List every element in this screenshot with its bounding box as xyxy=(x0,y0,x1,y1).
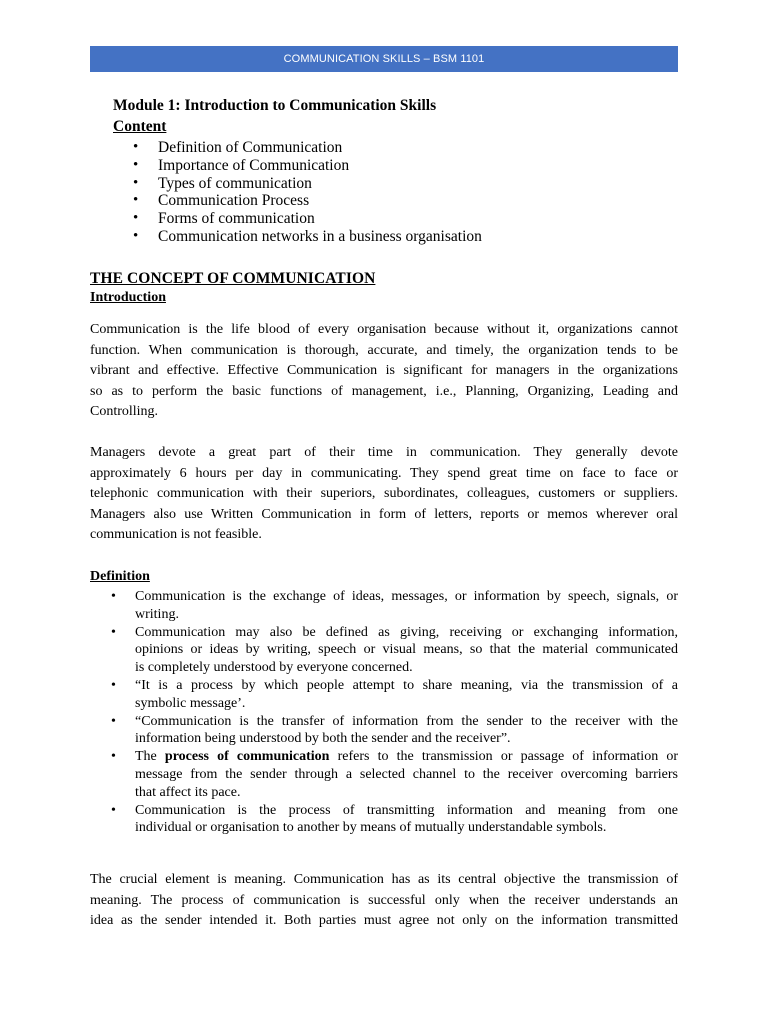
definition-item xyxy=(90,713,678,749)
text-line: information being understood by both the sender and the receiver”. xyxy=(135,731,511,747)
intro-paragraph-1 xyxy=(90,320,678,423)
text-line: writing. xyxy=(135,606,179,622)
text-line: approximately 6 hours per day in communicating. They spend great time on face to face or xyxy=(90,465,678,481)
content-item: • Communication Process xyxy=(113,192,482,210)
text-line: • Communication is the exchange of ideas, messages, or information by speech, signals, or xyxy=(135,589,678,604)
introduction-heading: Introduction xyxy=(90,290,166,305)
text-line: individual or organisation to another by means of mutually understandable symbols. xyxy=(135,820,607,836)
definition-heading: Definition xyxy=(90,569,150,584)
text-line: opinions or ideas by writing, speech or visual means, so that the material communicated xyxy=(135,642,678,658)
page-header-bar xyxy=(90,46,678,72)
content-item: • Importance of Communication xyxy=(113,157,482,175)
definition-item xyxy=(90,748,678,801)
definition-item xyxy=(90,588,678,624)
header-title: COMMUNICATION SKILLS – BSM 1101 xyxy=(283,53,485,65)
text-line: Communication is the life blood of every organisation because without it, organizations cannot xyxy=(90,322,678,337)
content-item: • Forms of communication xyxy=(113,210,482,228)
text-line: is completely understood by everyone concerned. xyxy=(135,660,413,676)
text-line: meaning. The process of communication is successful only when the receiver understands an xyxy=(90,892,678,908)
text-fragment: The xyxy=(135,749,165,765)
content-item: • Types of communication xyxy=(113,175,482,193)
text-line: • Communication is the process of transmitting information and meaning from one xyxy=(135,802,678,818)
text-fragment: refers to the transmission or passage of information or xyxy=(329,749,678,765)
text-line: • “Communication is the transfer of information from the sender to the receiver with the xyxy=(135,713,678,729)
text-line: The crucial element is meaning. Communication has as its central objective the transmission of xyxy=(90,872,678,887)
definition-list xyxy=(90,588,678,837)
definition-item xyxy=(90,624,678,677)
definition-item xyxy=(90,802,678,838)
text-line: function. When communication is thorough, accurate, and timely, the organization tends to be xyxy=(90,342,678,358)
content-item: • Communication networks in a business organisation xyxy=(113,228,482,246)
content-item: • Definition of Communication xyxy=(113,139,482,157)
text-line: so as to perform the basic functions of management, i.e., Planning, Organizing, Leading and xyxy=(90,383,678,399)
text-line: symbolic message’. xyxy=(135,695,246,711)
module-title: Module 1: Introduction to Communication Skills xyxy=(113,97,437,114)
closing-paragraph xyxy=(90,870,678,932)
text-line: Managers also use Written Communication in form of letters, reports or memos wherever oral xyxy=(90,506,678,522)
text-line xyxy=(135,748,678,766)
definition-item xyxy=(90,677,678,713)
text-line: message from the sender through a selected channel to the receiver overcoming barriers xyxy=(135,766,678,782)
text-line: communication is not feasible. xyxy=(90,527,262,543)
content-list xyxy=(113,139,482,246)
text-line: that affect its pace. xyxy=(135,784,241,800)
text-line: Controlling. xyxy=(90,404,159,420)
text-line: Managers devote a great part of their time in communication. They generally devote xyxy=(90,445,678,460)
content-label: Content xyxy=(113,118,167,135)
text-line: • “It is a process by which people attempt to share meaning, via the transmission of a xyxy=(135,677,678,693)
intro-paragraph-2 xyxy=(90,443,678,546)
text-line: • Communication may also be defined as giving, receiving or exchanging information, xyxy=(135,624,678,640)
bold-term: process of communication xyxy=(164,749,330,765)
text-line: vibrant and effective. Effective Communication is significant for managers in the organizations xyxy=(90,363,678,379)
text-line: telephonic communication with their superiors, subordinates, colleagues, customers or suppliers. xyxy=(90,486,678,502)
text-line: idea as the sender intended it. Both parties must agree not only on the information transmitted xyxy=(90,913,678,929)
section-title: THE CONCEPT OF COMMUNICATION xyxy=(90,270,376,287)
